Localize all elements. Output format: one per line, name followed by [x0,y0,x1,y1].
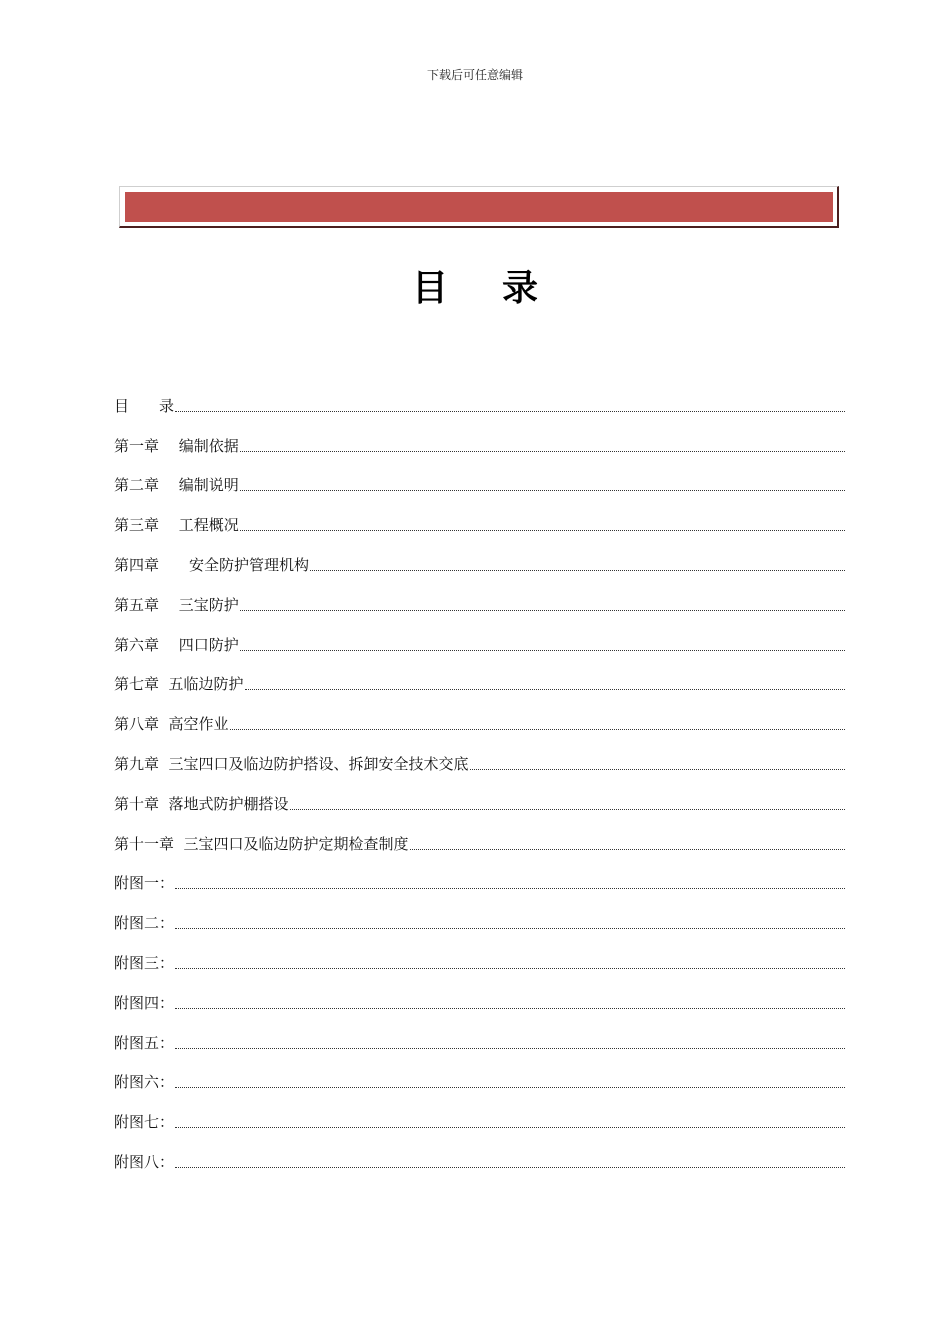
page-header-note: 下载后可任意编辑 [426,68,523,82]
toc-entry-appendix-5[interactable] [114,1017,845,1057]
dot-leader [230,728,845,730]
dot-leader [175,410,845,412]
toc-entry-label: 第四章 安全防护管理机构 [114,555,310,574]
toc-entry-label: 第九章 三宝四口及临边防护搭设、拆卸安全技术交底 [114,754,469,773]
toc-entry-label: 第八章 高空作业 [114,715,229,734]
dot-leader [410,848,845,850]
dot-leader [175,1166,845,1168]
toc-entry-label: 第十章 落地式防护棚搭设 [114,794,289,813]
dot-leader [470,768,845,770]
toc-entry-chapter-9[interactable] [114,738,845,778]
dot-leader [310,569,845,571]
dot-leader [175,927,845,929]
dot-leader [240,489,845,491]
toc-entry-label: 附图八： [114,1152,175,1171]
dot-leader [240,649,845,651]
toc-entry-label: 目 录 [114,396,175,415]
toc-entry-chapter-11[interactable] [114,818,845,858]
toc-entry-appendix-7[interactable] [114,1096,845,1136]
dot-leader [175,967,845,969]
toc-entry-label: 附图七： [114,1113,175,1132]
toc-entry-appendix-4[interactable] [114,977,845,1017]
dot-leader [290,808,845,810]
toc-entry-appendix-3[interactable] [114,937,845,977]
decorative-banner [119,186,839,228]
dot-leader [175,1007,845,1009]
toc-entry-chapter-3[interactable] [114,499,845,539]
toc-entry-appendix-2[interactable] [114,897,845,937]
dot-leader [175,1126,845,1128]
toc-entry-label: 第一章 编制依据 [114,436,239,455]
toc-entry-appendix-8[interactable] [114,1136,845,1176]
toc-entry-chapter-4[interactable] [114,539,845,579]
toc-entry-label: 附图三： [114,953,175,972]
dot-leader [240,529,845,531]
table-of-contents [114,380,845,1176]
toc-entry-chapter-7[interactable] [114,659,845,699]
dot-leader [175,1086,845,1088]
toc-entry-label: 第六章 四口防护 [114,635,239,654]
toc-entry-chapter-2[interactable] [114,460,845,500]
dot-leader [175,887,845,889]
toc-entry-chapter-5[interactable] [114,579,845,619]
dot-leader [240,609,845,611]
toc-entry-label: 附图六： [114,1073,175,1092]
toc-entry-label: 附图二： [114,914,175,933]
toc-entry-chapter-6[interactable] [114,619,845,659]
dot-leader [245,688,845,690]
toc-entry-label: 附图四： [114,993,175,1012]
toc-entry-chapter-8[interactable] [114,698,845,738]
toc-title: 目录 [411,267,592,309]
toc-entry-label: 第三章 工程概况 [114,516,239,535]
toc-entry-label: 第五章 三宝防护 [114,595,239,614]
toc-entry-chapter-1[interactable] [114,420,845,460]
dot-leader [175,1047,845,1049]
banner-fill [125,192,833,222]
toc-entry-label: 附图一： [114,874,175,893]
toc-entry-appendix-6[interactable] [114,1057,845,1097]
dot-leader [240,450,845,452]
toc-entry-chapter-10[interactable] [114,778,845,818]
toc-entry-label: 第十一章 三宝四口及临边防护定期检查制度 [114,834,409,853]
toc-entry-label: 附图五： [114,1033,175,1052]
toc-entry-appendix-1[interactable] [114,858,845,898]
toc-entry-label: 第二章 编制说明 [114,476,239,495]
toc-entry-contents[interactable] [114,380,845,420]
toc-entry-label: 第七章 五临边防护 [114,675,244,694]
